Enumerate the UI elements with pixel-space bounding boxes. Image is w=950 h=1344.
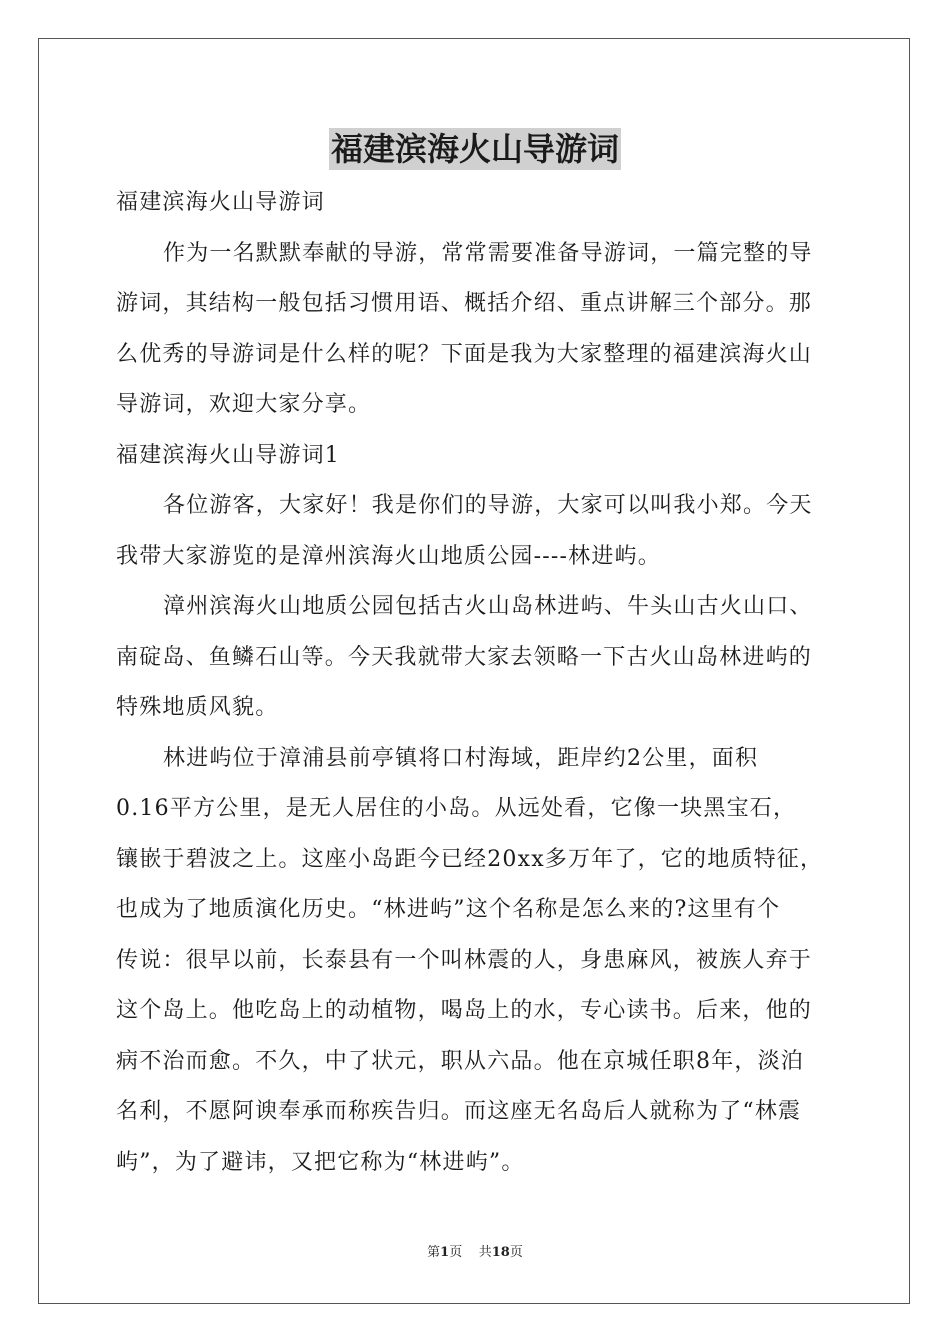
- paragraph-line: 作为一名默默奉献的导游，常常需要准备导游词，一篇完整的导: [163, 240, 813, 266]
- paragraph-line: 镶嵌于碧波之上。这座小岛距今已经20xx多万年了，它的地质特征，: [116, 846, 824, 872]
- paragraph-line: 病不治而愈。不久，中了状元，职从六品。他在京城任职8年，淡泊: [116, 1048, 804, 1074]
- paragraph-line: 游词，其结构一般包括习惯用语、概括介绍、重点讲解三个部分。那: [116, 291, 813, 316]
- paragraph-line: 我带大家游览的是漳州滨海火山地质公园----林进屿。: [116, 543, 661, 569]
- page-footer: [0, 1244, 950, 1262]
- paragraph-line: 传说：很早以前，长泰县有一个叫林震的人，身患麻风，被族人弃于: [116, 947, 813, 973]
- document-title: 福建滨海火山导游词: [330, 130, 619, 168]
- total-page-count: 18: [491, 1245, 510, 1260]
- paragraph-line: 漳州滨海火山地质公园包括古火山岛林进屿、牛头山古火山口、: [163, 594, 813, 619]
- paragraph-line: 南碇岛、鱼鳞石山等。今天我就带大家去领略一下古火山岛林进屿的: [116, 644, 813, 670]
- paragraph-line: 导游词，欢迎大家分享。: [116, 392, 372, 417]
- paragraph-line: 各位游客，大家好！我是你们的导游，大家可以叫我小郑。今天: [163, 493, 813, 518]
- section-heading: 福建滨海火山导游词1: [116, 442, 340, 468]
- paragraph-line: 也成为了地质演化历史。“林进屿”这个名称是怎么来的?这里有个: [116, 897, 781, 922]
- paragraph-line: 名利，不愿阿谀奉承而称疾告归。而这座无名岛后人就称为了“林震: [116, 1099, 802, 1124]
- paragraph-line: 么优秀的导游词是什么样的呢？下面是我为大家整理的福建滨海火山: [116, 341, 813, 367]
- total-prefix: 共: [478, 1245, 492, 1260]
- total-unit: 页: [509, 1245, 523, 1260]
- paragraph-line: 屿”，为了避讳，又把它称为“林进屿”。: [116, 1149, 525, 1175]
- paragraph-line: 林进屿位于漳浦县前亭镇将口村海域，距岸约2公里，面积: [163, 745, 759, 771]
- page-prefix: 第: [427, 1245, 441, 1260]
- paragraph-line: 0.16平方公里，是无人居住的小岛。从远处看，它像一块黑宝石，: [116, 796, 797, 821]
- paragraph-line: 特殊地质风貌。: [116, 695, 279, 720]
- document-body: [116, 178, 838, 1188]
- paragraph-line: 这个岛上。他吃岛上的动植物，喝岛上的水，专心读书。后来，他的: [116, 998, 813, 1023]
- paragraph-line: 福建滨海火山导游词: [116, 190, 325, 215]
- page-unit: 页: [449, 1245, 463, 1260]
- current-page-number: 1: [440, 1245, 450, 1260]
- title-container: [0, 128, 950, 170]
